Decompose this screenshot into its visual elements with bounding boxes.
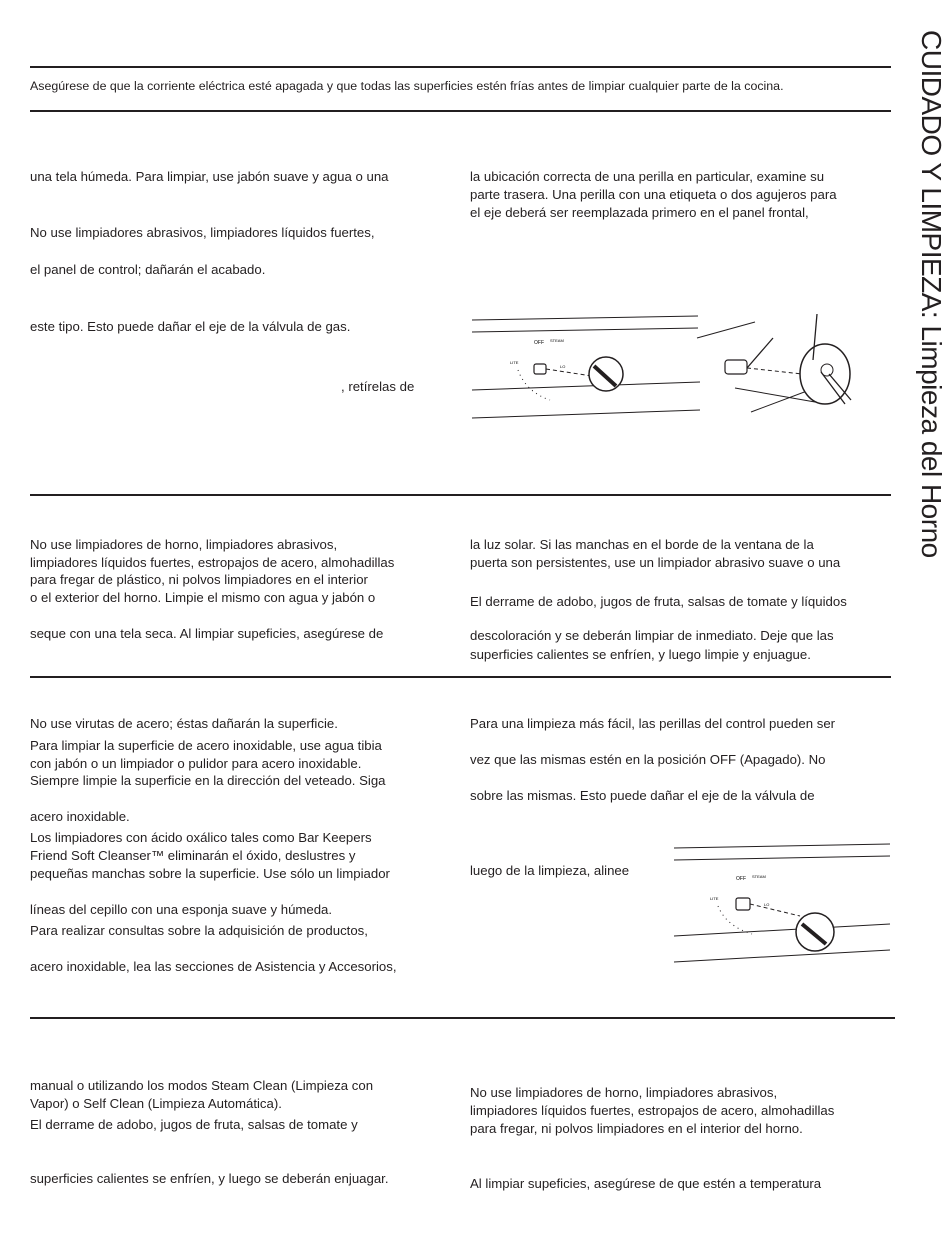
section1-left-line: una tela húmeda. Para limpiar, use jabón suave y agua o una: [30, 169, 389, 184]
section4-left-line: manual o utilizando los modos Steam Clean (Limpieza con: [30, 1078, 374, 1093]
section2-right-line: puerta son persistentes, use un limpiador abrasivo suave o una: [470, 555, 841, 570]
section3-left-line: acero inoxidable.: [30, 809, 130, 824]
knob-lite-label: LITE: [510, 360, 519, 365]
section3-right-line: sobre las mismas. Esto puede dañar el eje de la válvula de: [470, 788, 815, 803]
section1-right-line: parte trasera. Una perilla con una etiqueta o dos agujeros para: [470, 187, 837, 202]
section2-right-line: la luz solar. Si las manchas en el borde de la ventana de la: [470, 537, 814, 552]
knob-realign-illustration: [672, 836, 897, 966]
section3-right-line: vez que las mismas estén en la posición OFF (Apagado). No: [470, 752, 826, 767]
section1-left-line: el panel de control; dañarán el acabado.: [30, 262, 266, 277]
section3-left-line: Para limpiar la superficie de acero inoxidable, use agua tibia: [30, 738, 382, 753]
knob-off-label: OFF: [534, 340, 544, 346]
divider-section-3: [30, 676, 891, 678]
safety-warning: Asegúrese de que la corriente eléctrica esté apagada y que todas las superficies estén frías antes de limpiar cualquier parte de la cocina.: [30, 79, 784, 93]
section2-left-line: para fregar de plástico, ni polvos limpiadores en el interior: [30, 572, 368, 587]
section3-left-line: pequeñas manchas sobre la superficie. Use sólo un limpiador: [30, 866, 390, 881]
divider-top: [30, 66, 891, 68]
divider-section-4: [30, 1017, 895, 1019]
knob-back-illustration: [695, 308, 885, 423]
section3-left-line: Para realizar consultas sobre la adquisición de productos,: [30, 923, 368, 938]
section1-left-line: , retírelas de: [341, 379, 415, 394]
knob-lo-label: LO: [764, 902, 770, 907]
section1-right-line: la ubicación correcta de una perilla en particular, examine su: [470, 169, 825, 184]
section4-right-line: No use limpiadores de horno, limpiadores abrasivos,: [470, 1085, 778, 1100]
section3-right-line: Para una limpieza más fácil, las perillas del control pueden ser: [470, 716, 836, 731]
section1-left-line: No use limpiadores abrasivos, limpiadores líquidos fuertes,: [30, 225, 375, 240]
section3-left-line: líneas del cepillo con una esponja suave y húmeda.: [30, 902, 333, 917]
section2-left-line: limpiadores líquidos fuertes, estropajos de acero, almohadillas: [30, 555, 395, 570]
section2-right-line: descoloración y se deberán limpiar de inmediato. Deje que las: [470, 628, 834, 643]
section4-right-line: para fregar, ni polvos limpiadores en el interior del horno.: [470, 1121, 803, 1136]
divider-warning: [30, 110, 891, 112]
section2-left-line: No use limpiadores de horno, limpiadores abrasivos,: [30, 537, 338, 552]
section3-right-line: luego de la limpieza, alinee: [470, 863, 630, 878]
section2-left-line: o el exterior del horno. Limpie el mismo con agua y jabón o: [30, 590, 376, 605]
section2-right-line: superficies calientes se enfríen, y luego limpie y enjuague.: [470, 647, 811, 662]
knob-off-label: OFF: [736, 876, 746, 882]
knob-panel-illustration: [470, 312, 710, 422]
section4-left-line: superficies calientes se enfríen, y luego se deberán enjuagar.: [30, 1171, 389, 1186]
section1-right-line: el eje deberá ser reemplazada primero en el panel frontal,: [470, 205, 809, 220]
section1-left-line: este tipo. Esto puede dañar el eje de la válvula de gas.: [30, 319, 351, 334]
section3-left-line: Friend Soft Cleanser™ eliminarán el óxido, deslustres y: [30, 848, 356, 863]
section4-right-line: Al limpiar supeficies, asegúrese de que estén a temperatura: [470, 1176, 822, 1191]
section3-left-line: Los limpiadores con ácido oxálico tales como Bar Keepers: [30, 830, 372, 845]
page-side-title: CUIDADO Y LIMPIEZA: Limpieza del Horno: [916, 30, 947, 558]
knob-lite-label: LITE: [710, 896, 719, 901]
section3-left-line: Siempre limpie la superficie en la dirección del veteado. Siga: [30, 773, 386, 788]
divider-section-2: [30, 494, 891, 496]
section4-right-line: limpiadores líquidos fuertes, estropajos de acero, almohadillas: [470, 1103, 835, 1118]
knob-steam-label: STEAM: [752, 874, 766, 879]
section3-left-line: acero inoxidable, lea las secciones de Asistencia y Accesorios,: [30, 959, 397, 974]
section2-right-line: El derrame de adobo, jugos de fruta, salsas de tomate y líquidos: [470, 594, 847, 609]
knob-steam-label: STEAM: [550, 338, 564, 343]
section2-left-line: seque con una tela seca. Al limpiar supeficies, asegúrese de: [30, 626, 384, 641]
section3-left-line: No use virutas de acero; éstas dañarán la superficie.: [30, 716, 338, 731]
section4-left-line: El derrame de adobo, jugos de fruta, salsas de tomate y: [30, 1117, 358, 1132]
section4-left-line: Vapor) o Self Clean (Limpieza Automática).: [30, 1096, 282, 1111]
section3-left-line: con jabón o un limpiador o pulidor para acero inoxidable.: [30, 756, 362, 771]
knob-lo-label: LO: [560, 364, 566, 369]
